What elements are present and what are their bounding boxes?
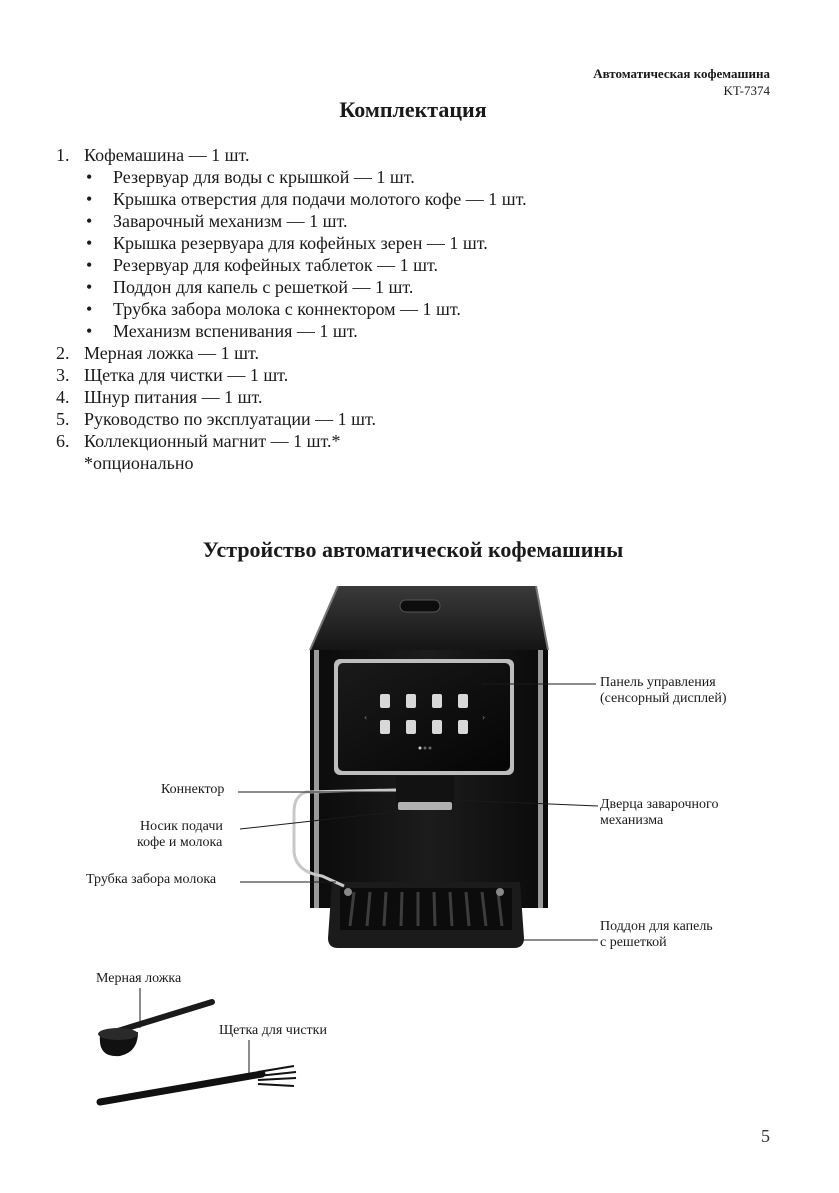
list-text: Коллекционный магнит — 1 шт.* (84, 431, 341, 451)
spout (396, 776, 454, 810)
chevron-left-icon: ‹ (364, 713, 368, 722)
measuring-scoop-icon (98, 1002, 212, 1056)
list-number: 5. (56, 409, 70, 429)
label-control-panel: Панель управления (600, 675, 716, 690)
label-milk-tube: Трубка забора молока (86, 872, 217, 887)
list-text: Шнур питания — 1 шт. (84, 387, 263, 407)
page-number: 5 (761, 1126, 770, 1146)
list-text: Крышка отверстия для подачи молотого кофе — 1 шт. (113, 189, 527, 209)
list-text: Резервуар для кофейных таблеток — 1 шт. (113, 255, 438, 275)
label-brew-door-line2: механизма (600, 813, 664, 828)
list-number: 1. (56, 145, 70, 165)
list-text: Трубка забора молока с коннектором — 1 шт. (113, 299, 461, 319)
label-connector: Коннектор (161, 782, 225, 797)
section-title-device: Устройство автоматической кофемашины (202, 537, 624, 562)
label-spout-line2: кофе и молока (137, 835, 223, 850)
section-title-contents: Комплектация (339, 97, 487, 122)
bullet-icon: • (86, 255, 93, 275)
bullet-icon: • (86, 167, 93, 187)
chevron-right-icon: › (482, 713, 486, 722)
header-model: KT-7374 (723, 83, 770, 98)
bullet-icon: • (86, 233, 93, 253)
label-control-panel-line2: (сенсорный дисплей) (600, 691, 727, 706)
list-text: Мерная ложка — 1 шт. (84, 343, 259, 363)
machine-top (310, 586, 548, 650)
list-text: Крышка резервуара для кофейных зерен — 1 шт. (113, 233, 488, 253)
list-number: 3. (56, 365, 70, 385)
label-drip-tray-line2: с решеткой (600, 935, 667, 950)
list-text: Заварочный механизм — 1 шт. (113, 211, 348, 231)
label-brush: Щетка для чистки (219, 1023, 327, 1038)
label-brew-door: Дверца заварочного (600, 797, 719, 812)
list-text: Резервуар для воды с крышкой — 1 шт. (113, 167, 415, 187)
list-number: 6. (56, 431, 70, 451)
label-drip-tray: Поддон для капель (600, 919, 713, 934)
list-text: Поддон для капель с решеткой — 1 шт. (113, 277, 414, 297)
list-number: 4. (56, 387, 70, 407)
list-text: Руководство по эксплуатации — 1 шт. (84, 409, 376, 429)
header-brand: Автоматическая кофемашина (593, 66, 770, 81)
list-text: Кофемашина — 1 шт. (84, 145, 250, 165)
bullet-icon: • (86, 189, 93, 209)
bullet-icon: • (86, 299, 93, 319)
label-spout: Носик подачи (140, 819, 223, 834)
cleaning-brush-icon (100, 1066, 296, 1102)
bullet-icon: • (86, 211, 93, 231)
label-scoop: Мерная ложка (96, 971, 182, 986)
list-text: Механизм вспенивания — 1 шт. (113, 321, 358, 341)
drip-tray (328, 882, 524, 948)
touch-display (334, 659, 514, 775)
bullet-icon: • (86, 277, 93, 297)
list-text: Щетка для чистки — 1 шт. (84, 365, 289, 385)
list-number: 2. (56, 343, 70, 363)
bullet-icon: • (86, 321, 93, 341)
footnote-text: *опционально (84, 453, 194, 473)
